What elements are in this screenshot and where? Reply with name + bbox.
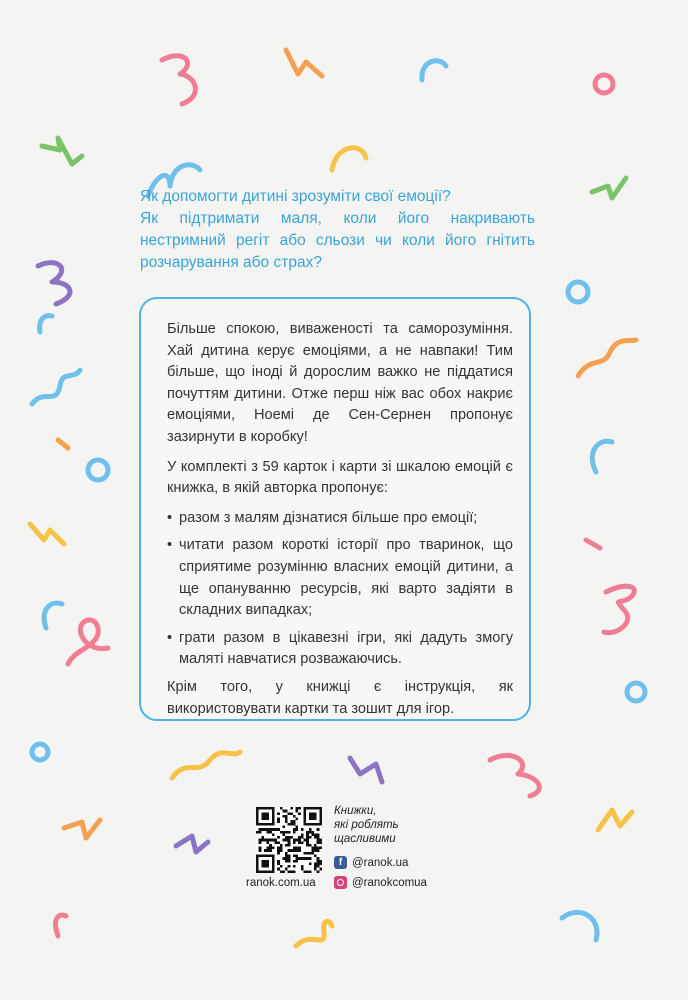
slogan-line: які роблять [334, 819, 399, 831]
squiggle [88, 460, 108, 480]
squiggle [32, 370, 80, 404]
intro-line-1: Як допомогти дитині зрозуміти свої емоції? [140, 188, 451, 205]
squiggle [592, 441, 612, 472]
instagram-handle: @ranokcomua [352, 876, 427, 889]
squiggle [32, 744, 48, 760]
squiggle [44, 603, 62, 628]
description-box [139, 297, 531, 721]
squiggle [627, 683, 645, 701]
squiggle [64, 820, 100, 838]
facebook-icon: f [334, 856, 347, 869]
squiggle [332, 148, 366, 170]
offer-list [167, 508, 513, 671]
squiggle [296, 921, 332, 946]
publisher-slogan [334, 804, 399, 846]
squiggle [68, 620, 108, 664]
offer-list-item: • читати разом короткі історії про тваринок, що сприятиме розумінню власних емоцій дитини, а ще опануванню ресурсів, які варто задіяти в складних випадках; [167, 535, 513, 621]
squiggle [422, 61, 446, 80]
instagram-icon [334, 876, 347, 889]
squiggle [162, 56, 195, 104]
squiggle [56, 915, 66, 936]
offer-list-item: • разом з малям дізнатися більше про емоції; [167, 508, 513, 530]
squiggle [604, 586, 634, 632]
squiggle [595, 75, 613, 93]
squiggle [38, 263, 70, 304]
squiggle [172, 752, 240, 778]
description-paragraph-1: Більше спокою, виваженості та саморозуміння. Хай дитина керує емоціями, а не навпаки! Тим більше, що іноді й дорослим важко не піддатися почуттям дитини. Отже перш ніж вас обох накриє емоціями, Ноемі де Сен-Сернен пропонує зазирнути в коробку! [167, 321, 513, 445]
squiggle [578, 340, 636, 376]
squiggle [568, 282, 588, 302]
website-label: ranok.com.ua [246, 877, 316, 889]
squiggle [40, 316, 52, 332]
squiggle [30, 524, 64, 544]
description-paragraph-2: У комплекті з 59 карток і карти зі шкалою емоцій є книжка, в якій авторка пропонує: [167, 458, 513, 497]
squiggle [176, 836, 208, 852]
facebook-link[interactable] [334, 856, 408, 869]
squiggle [598, 810, 632, 830]
slogan-line: Книжки, [334, 805, 377, 817]
squiggle [490, 755, 539, 796]
intro-line-2: Як підтримати маля, коли його накривають нестримний регіт або сльози чи коли його гнітить розчарування або страх? [140, 210, 535, 271]
squiggle [286, 50, 322, 76]
intro-questions [140, 186, 535, 274]
qr-code [256, 807, 322, 873]
slogan-line: щасливими [334, 833, 396, 845]
offer-list-item: • грати разом в цікавезні ігри, які дадуть змогу маляті навчатися розважаючись. [167, 628, 513, 671]
squiggle [350, 758, 382, 782]
squiggle [586, 540, 600, 548]
squiggle [592, 178, 626, 198]
instagram-link[interactable] [334, 876, 427, 889]
description-paragraph-3: Крім того, у книжці є інструкція, як використовувати картки та зошит для ігор. [167, 678, 513, 717]
facebook-handle: @ranok.ua [352, 856, 409, 869]
squiggle [58, 440, 68, 448]
squiggle [42, 138, 82, 164]
squiggle [562, 912, 597, 940]
